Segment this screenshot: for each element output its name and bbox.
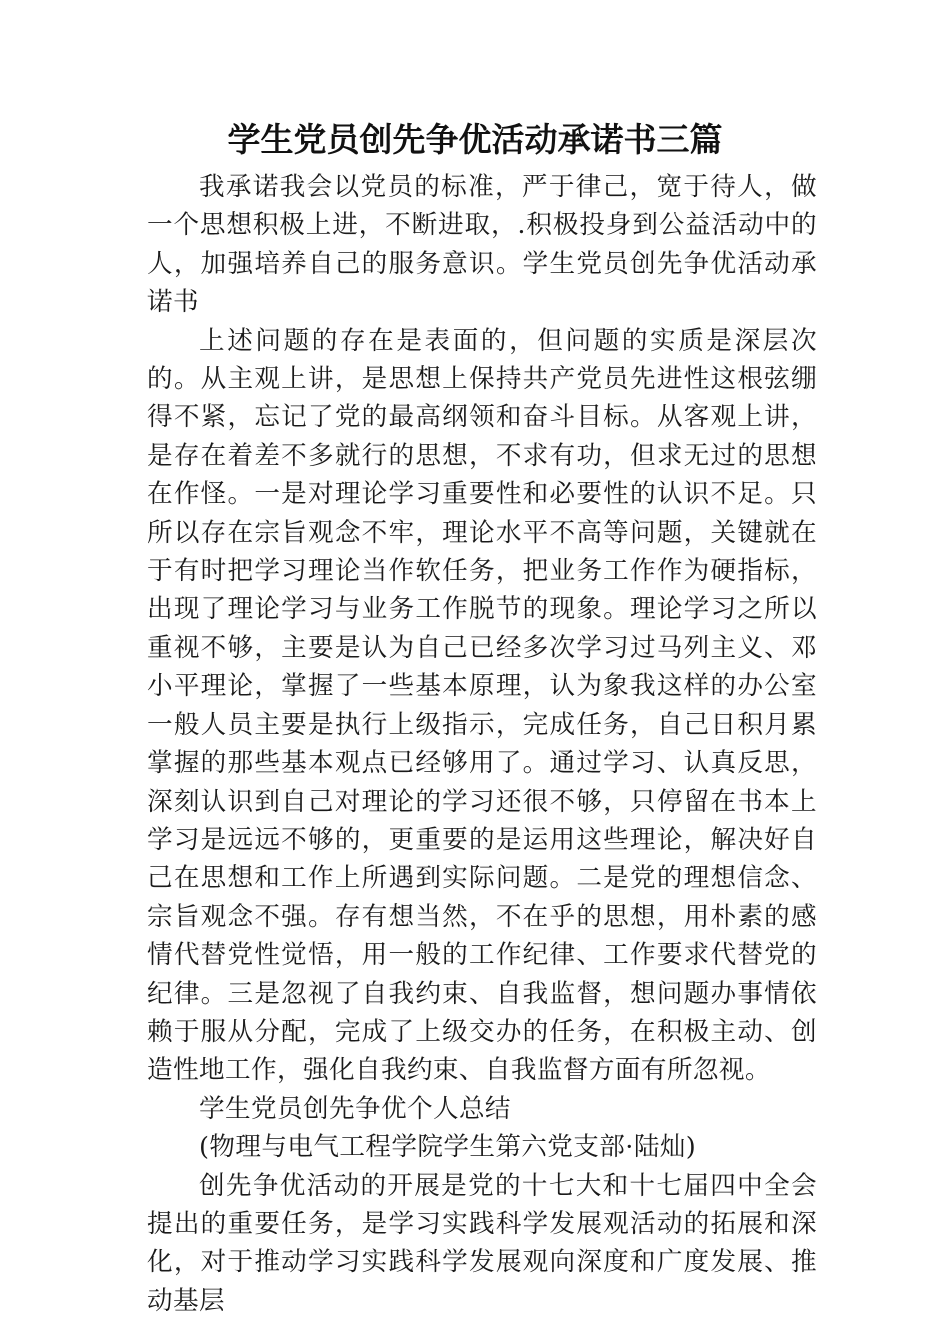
author-byline: (物理与电气工程学院学生第六党支部·陆灿) bbox=[199, 1132, 697, 1163]
paragraph-commitment: 我承诺我会以党员的标准，严于律己，宽于待人，做一个思想积极上进，不断进取，.积极投身到公益活动中的人，加强培养自己的服务意识。学生党员创先争优活动承诺书 bbox=[147, 172, 817, 318]
paragraph-closing: 创先争优活动的开展是党的十七大和十七届四中全会提出的重要任务，是学习实践科学发展观活动的拓展和深化，对于推动学习实践科学发展观向深度和广度发展、推动基层 bbox=[147, 1170, 817, 1316]
paragraph-problem-analysis: 上述问题的存在是表面的，但问题的实质是深层次的。从主观上讲，是思想上保持共产党员先进性这根弦绷得不紧，忘记了党的最高纲领和奋斗目标。从客观上讲，是存在着差不多就行的思想，不求有功，但求无过的思想在作怪。一是对理论学习重要性和必要性的认识不足。只所以存在宗旨观念不牢，理论水平不高等问题，关键就在于有时把学习理论当作软任务，把业务工作作为硬指标，出现了理论学习与业务工作脱节的现象。理论学习之所以重视不够，主要是认为自己已经多次学习过马列主义、邓小平理论，掌握了一些基本原理，认为象我这样的办公室一般人员主要是执行上级指示，完成任务，自己日积月累掌握的那些基本观点已经够用了。通过学习、认真反思，深刻认识到自己对理论的学习还很不够，只停留在书本上学习是远远不够的，更重要的是运用这些理论，解决好自己在思想和工作上所遇到实际问题。二是党的理想信念、宗旨观念不强。存有想当然，不在乎的思想，用朴素的感情代替党性觉悟，用一般的工作纪律、工作要求代替党的纪律。三是忽视了自我约束、自我监督，想问题办事情依赖于服从分配，完成了上级交办的任务，在积极主动、创造性地工作，强化自我约束、自我监督方面有所忽视。 bbox=[147, 325, 817, 1086]
document-body bbox=[147, 168, 817, 1320]
section-subtitle: 学生党员创先争优个人总结 bbox=[199, 1093, 511, 1124]
document-title: 学生党员创先争优活动承诺书三篇 bbox=[227, 120, 723, 159]
